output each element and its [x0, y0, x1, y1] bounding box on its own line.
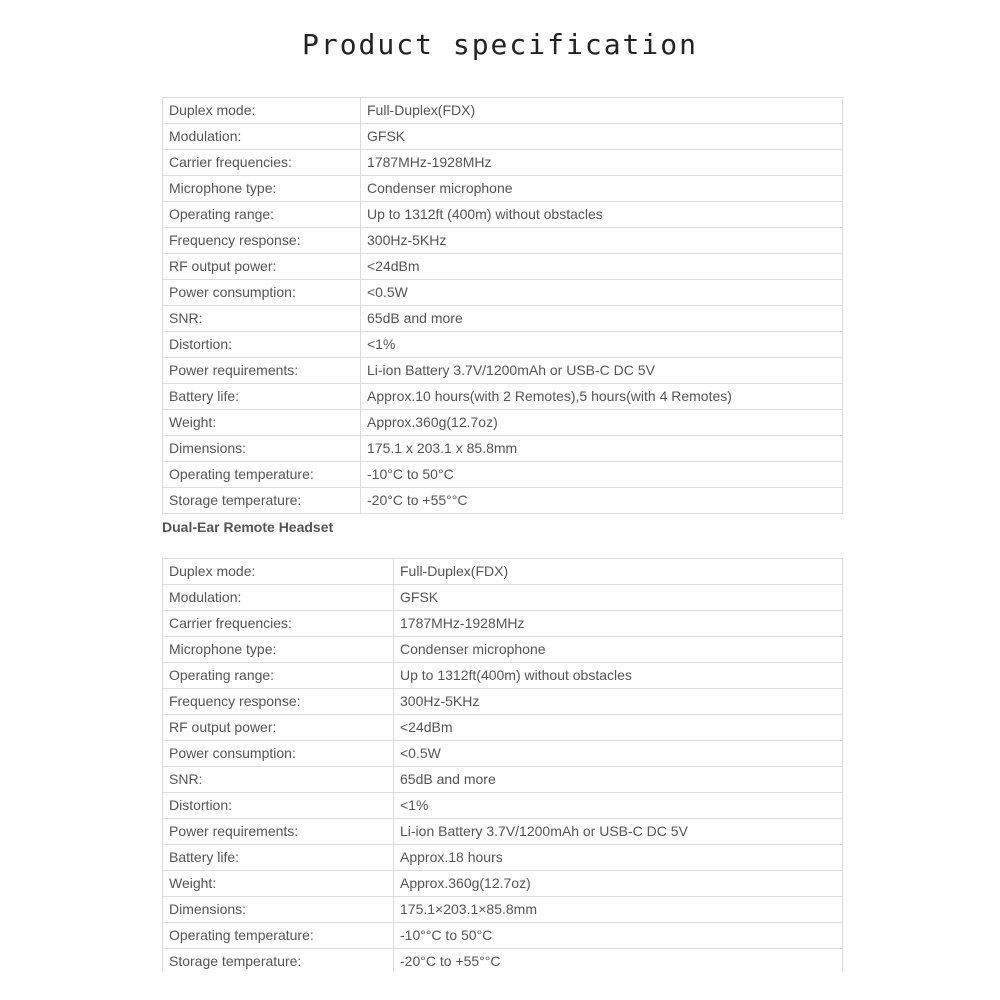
spec-label: Dimensions:: [163, 436, 361, 462]
table-row: [163, 150, 843, 176]
table-row: [163, 611, 843, 637]
page-title: Product specification: [301, 28, 698, 61]
table-row: [163, 767, 843, 793]
spec-value: 1787MHz-1928MHz: [394, 611, 843, 637]
table-row: [163, 715, 843, 741]
spec-label: Operating temperature:: [163, 923, 394, 949]
spec-label: Power requirements:: [163, 358, 361, 384]
spec-label: Dimensions:: [163, 897, 394, 923]
table-row: [163, 254, 843, 280]
spec-label: Operating range:: [163, 663, 394, 689]
spec-label: Duplex mode:: [163, 98, 361, 124]
table-row: [163, 819, 843, 845]
spec-value: 1787MHz-1928MHz: [361, 150, 843, 176]
table-row: [163, 358, 843, 384]
table-row: [163, 436, 843, 462]
table-row: [163, 280, 843, 306]
spec-table-body: [163, 559, 843, 975]
spec-label: SNR:: [163, 767, 394, 793]
table-row: [163, 793, 843, 819]
spec-label: Power requirements:: [163, 819, 394, 845]
table-row: [163, 332, 843, 358]
spec-value: -10°°C to 50°C: [394, 923, 843, 949]
spec-value: GFSK: [361, 124, 843, 150]
spec-value: <0.5W: [361, 280, 843, 306]
spec-label: Modulation:: [163, 124, 361, 150]
spec-label: Modulation:: [163, 585, 394, 611]
spec-label: Operating range:: [163, 202, 361, 228]
table-row: [163, 488, 843, 514]
spec-label: Distortion:: [163, 332, 361, 358]
spec-label: Microphone type:: [163, 176, 361, 202]
table-row: [163, 124, 843, 150]
section-heading-dual-ear-remote-headset: Dual-Ear Remote Headset: [162, 519, 334, 535]
spec-value: Approx.360g(12.7oz): [394, 871, 843, 897]
spec-value: -20°C to +55°°C: [361, 488, 843, 514]
spec-label: Operating temperature:: [163, 462, 361, 488]
spec-table-body: [163, 98, 843, 514]
table-row: [163, 410, 843, 436]
spec-table-dual-ear-remote-headset: [162, 558, 843, 975]
spec-value: GFSK: [394, 585, 843, 611]
spec-value: 65dB and more: [394, 767, 843, 793]
spec-label: Power consumption:: [163, 280, 361, 306]
spec-value: <24dBm: [394, 715, 843, 741]
spec-label: Battery life:: [163, 384, 361, 410]
spec-label: Distortion:: [163, 793, 394, 819]
spec-label: Frequency response:: [163, 689, 394, 715]
table-row: [163, 228, 843, 254]
spec-label: SNR:: [163, 306, 361, 332]
spec-value: Approx.10 hours(with 2 Remotes),5 hours(with 4 Remotes): [361, 384, 843, 410]
table-row: [163, 663, 843, 689]
spec-value: 300Hz-5KHz: [394, 689, 843, 715]
table-row: [163, 689, 843, 715]
table-row: [163, 384, 843, 410]
spec-value: 175.1 x 203.1 x 85.8mm: [361, 436, 843, 462]
spec-value: Li-ion Battery 3.7V/1200mAh or USB-C DC 5V: [361, 358, 843, 384]
table-row: [163, 871, 843, 897]
table-row: [163, 949, 843, 975]
spec-value: Up to 1312ft (400m) without obstacles: [361, 202, 843, 228]
spec-label: Weight:: [163, 410, 361, 436]
spec-value: Condenser microphone: [394, 637, 843, 663]
spec-value: -20°C to +55°°C: [394, 949, 843, 975]
spec-value: <0.5W: [394, 741, 843, 767]
spec-value: Approx.18 hours: [394, 845, 843, 871]
spec-label: Frequency response:: [163, 228, 361, 254]
spec-value: <1%: [394, 793, 843, 819]
spec-value: Li-ion Battery 3.7V/1200mAh or USB-C DC 5V: [394, 819, 843, 845]
spec-value: Full-Duplex(FDX): [394, 559, 843, 585]
table-row: [163, 897, 843, 923]
table-row: [163, 559, 843, 585]
spec-label: Storage temperature:: [163, 488, 361, 514]
spec-value: Approx.360g(12.7oz): [361, 410, 843, 436]
spec-label: RF output power:: [163, 254, 361, 280]
spec-label: Duplex mode:: [163, 559, 394, 585]
table-row: [163, 845, 843, 871]
spec-value: <24dBm: [361, 254, 843, 280]
spec-value: Condenser microphone: [361, 176, 843, 202]
spec-label: Weight:: [163, 871, 394, 897]
spec-label: Battery life:: [163, 845, 394, 871]
spec-label: Carrier frequencies:: [163, 150, 361, 176]
table-row: [163, 923, 843, 949]
table-row: [163, 202, 843, 228]
spec-value: -10°C to 50°C: [361, 462, 843, 488]
spec-table-base-station: [162, 97, 843, 514]
table-row: [163, 176, 843, 202]
spec-value: Full-Duplex(FDX): [361, 98, 843, 124]
spec-label: Storage temperature:: [163, 949, 394, 975]
spec-value: <1%: [361, 332, 843, 358]
spec-label: Power consumption:: [163, 741, 394, 767]
table-row: [163, 306, 843, 332]
spec-value: Up to 1312ft(400m) without obstacles: [394, 663, 843, 689]
spec-value: 175.1×203.1×85.8mm: [394, 897, 843, 923]
spec-label: Microphone type:: [163, 637, 394, 663]
spec-label: Carrier frequencies:: [163, 611, 394, 637]
page-cutoff: [0, 972, 1000, 1000]
table-row: [163, 637, 843, 663]
spec-label: RF output power:: [163, 715, 394, 741]
spec-value: 300Hz-5KHz: [361, 228, 843, 254]
table-row: [163, 585, 843, 611]
spec-value: 65dB and more: [361, 306, 843, 332]
table-row: [163, 741, 843, 767]
table-row: [163, 98, 843, 124]
table-row: [163, 462, 843, 488]
